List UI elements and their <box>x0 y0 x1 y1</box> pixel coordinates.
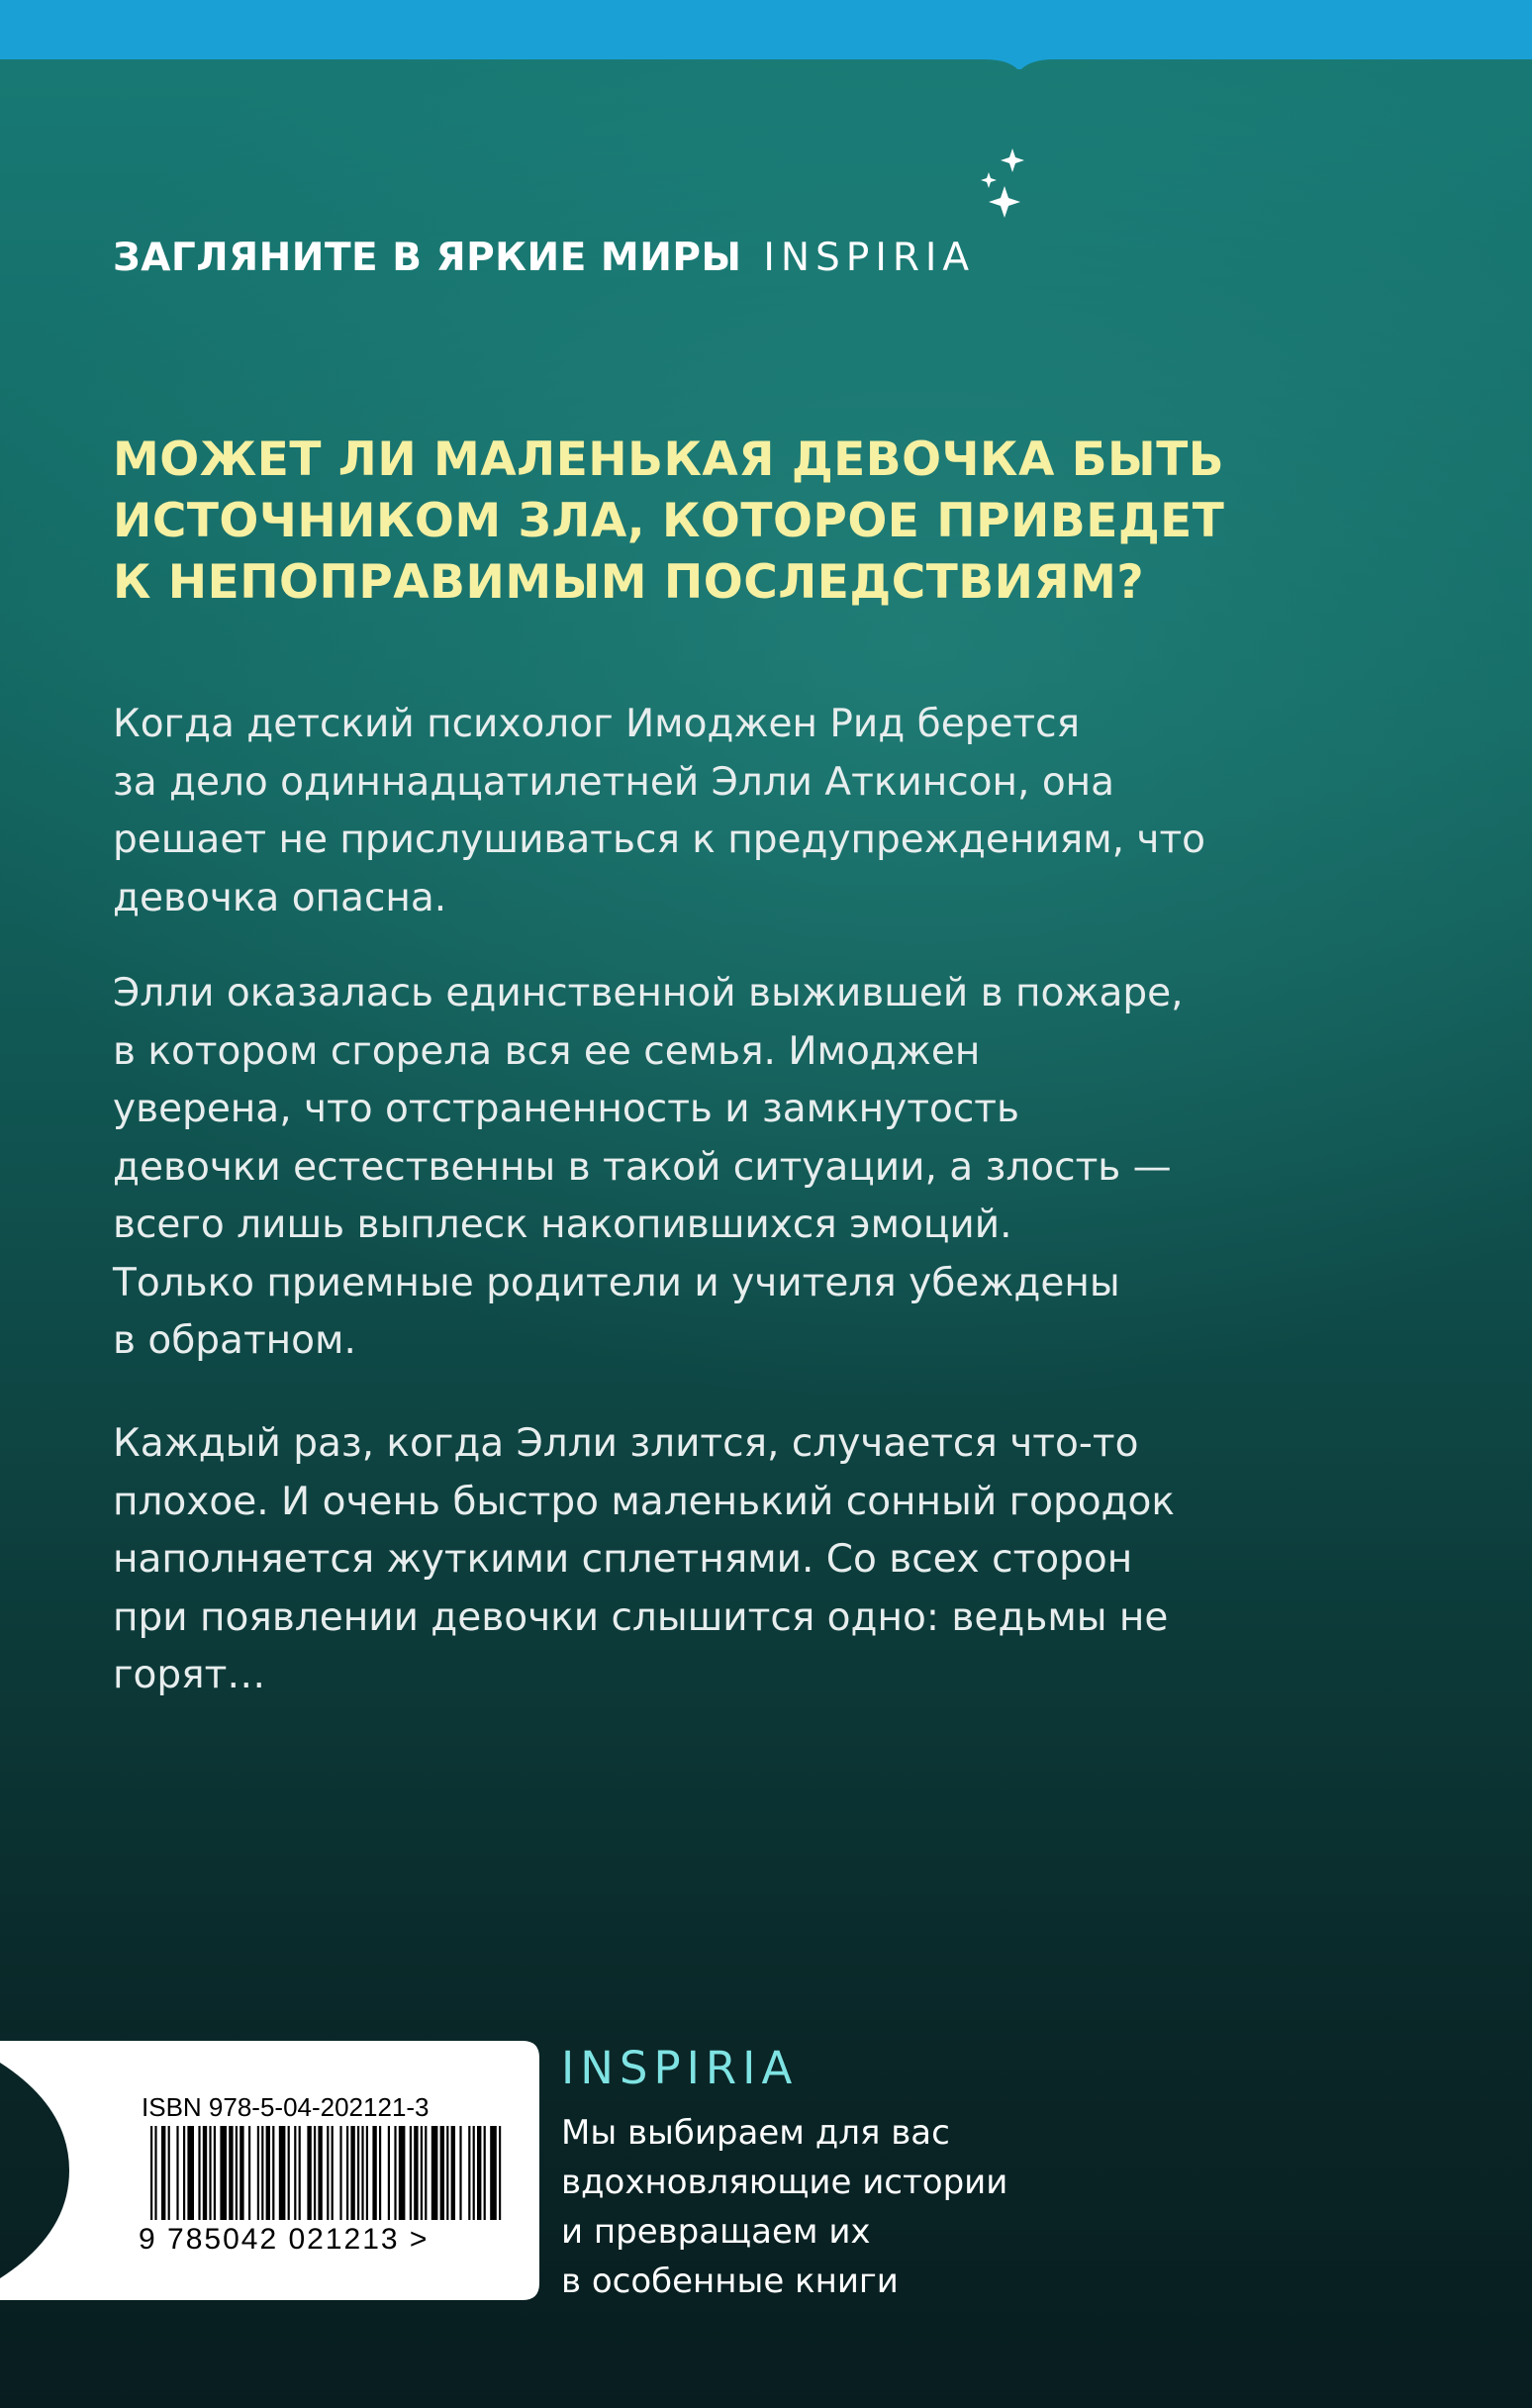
headline-line: К НЕПОПРАВИМЫМ ПОСЛЕДСТВИЯМ? <box>113 555 1145 610</box>
barcode-bar <box>372 2126 376 2220</box>
slogan-line: в особенные книги <box>561 2262 899 2301</box>
paragraph-line: Когда детский психолог Имоджен Рид берется <box>113 702 1081 746</box>
barcode-bar <box>168 2126 170 2220</box>
slogan-line: и превращаем их <box>561 2212 871 2252</box>
barcode-bar <box>499 2126 501 2220</box>
paragraph-line: девочка опасна. <box>113 875 447 920</box>
barcode-bar <box>379 2126 381 2220</box>
barcode-bar <box>490 2126 497 2220</box>
barcode-bar <box>248 2126 250 2220</box>
barcode-bar <box>261 2126 263 2220</box>
paragraph-line: всего лишь выплеск накопившихся эмоций. <box>113 1203 1012 1247</box>
barcode-bar <box>440 2126 444 2220</box>
barcode-bar <box>150 2126 152 2220</box>
barcode-bar <box>388 2126 390 2220</box>
barcode-bar <box>410 2126 412 2220</box>
tagline-text: ЗАГЛЯНИТЕ В ЯРКИЕ МИРЫ <box>113 236 742 280</box>
synopsis-paragraph-3 <box>113 1415 1399 1705</box>
headline-line: МОЖЕТ ЛИ МАЛЕНЬКАЯ ДЕВОЧКА БЫТЬ <box>113 433 1225 487</box>
barcode-bar <box>414 2126 418 2220</box>
isbn-label: ISBN 978-5-04-202121-3 <box>142 2092 430 2122</box>
paragraph-line: Элли оказалась единственной выжившей в пожаре, <box>113 971 1184 1015</box>
barcode-bar <box>399 2126 406 2220</box>
barcode-bar <box>266 2126 270 2220</box>
paragraph-line: в котором сгорела вся ее семья. Имоджен <box>113 1028 981 1074</box>
barcode-bar <box>294 2126 296 2220</box>
barcode-bar <box>154 2126 156 2220</box>
paragraph-line: за дело одиннадцатилетней Элли Аткинсон, она <box>113 759 1115 805</box>
paragraph-line: в обратном. <box>113 1318 356 1363</box>
headline-line: ИСТОЧНИКОМ ЗЛА, КОТОРОЕ ПРИВЕДЕТ <box>113 494 1225 548</box>
barcode-bar <box>451 2126 455 2220</box>
barcode-bar <box>279 2126 286 2220</box>
slogan-line: Мы выбираем для вас <box>561 2113 950 2153</box>
barcode-bar <box>257 2126 259 2220</box>
paragraph-line: наполняется жуткими сплетнями. Со всех сторон <box>113 1537 1133 1582</box>
barcode-bar <box>299 2126 301 2220</box>
paragraph-line: горят… <box>113 1653 266 1697</box>
sparkles-icon <box>975 148 1034 223</box>
tagline-brand: INSPIRIA <box>763 236 976 280</box>
barcode-bar <box>327 2126 329 2220</box>
paragraph-line: Каждый раз, когда Элли злится, случается что-то <box>113 1421 1139 1466</box>
barcode-bar <box>366 2126 368 2220</box>
paragraph-line: при появлении девочки слышится одно: ведьмы не <box>113 1594 1169 1640</box>
barcode-bar <box>332 2126 334 2220</box>
barcode-bar <box>187 2126 194 2220</box>
barcode-bar <box>209 2126 211 2220</box>
paragraph-line: девочки естественны в такой ситуации, а злость — <box>113 1144 1172 1190</box>
publisher-brand: INSPIRIA <box>561 2042 799 2094</box>
barcode-bar <box>473 2126 475 2220</box>
publisher-slogan <box>561 2108 1007 2306</box>
barcode-digits: 9 785042 021213 > <box>139 2223 430 2256</box>
paragraph-line: решает не прислушиваться к предупреждениям, что <box>113 818 1206 862</box>
synopsis-paragraph-1 <box>113 696 1399 927</box>
barcode-bar <box>431 2126 438 2220</box>
barcode-bar <box>361 2126 363 2220</box>
slogan-line: вдохновляющие истории <box>561 2163 1008 2202</box>
barcode-bar <box>446 2126 448 2220</box>
barcode-bar <box>183 2126 185 2220</box>
paragraph-line: уверена, что отстраненность и замкнутость <box>113 1087 1019 1131</box>
top-color-band <box>0 0 1532 69</box>
barcode-bar <box>214 2126 216 2220</box>
barcode-bar <box>425 2126 427 2220</box>
barcode-bar <box>339 2126 341 2220</box>
barcode-bar <box>229 2126 233 2220</box>
barcode-bar <box>318 2126 322 2220</box>
barcode-bar <box>236 2126 238 2220</box>
barcode-bar <box>357 2126 359 2220</box>
barcode-bar <box>272 2126 274 2220</box>
barcode-bar <box>346 2126 348 2220</box>
barcode-bars <box>150 2126 507 2220</box>
barcode-bar <box>394 2126 396 2220</box>
barcode-bar <box>307 2126 311 2220</box>
headline <box>113 430 1350 614</box>
barcode-bar <box>239 2126 243 2220</box>
barcode-bar <box>477 2126 481 2220</box>
barcode-bar <box>459 2126 461 2220</box>
barcode-bar <box>220 2126 227 2220</box>
barcode-bar <box>288 2126 290 2220</box>
synopsis-paragraph-2 <box>113 965 1399 1371</box>
barcode-bar <box>203 2126 207 2220</box>
barcode-bar <box>421 2126 423 2220</box>
series-tagline <box>113 236 975 295</box>
barcode-bar <box>468 2126 470 2220</box>
barcode-bar <box>176 2126 178 2220</box>
barcode-bar <box>314 2126 316 2220</box>
barcode-bar <box>161 2126 165 2220</box>
paragraph-line: плохое. И очень быстро маленький сонный городок <box>113 1479 1175 1524</box>
paragraph-line: Только приемные родители и учителя убеждены <box>113 1260 1120 1305</box>
barcode-bar <box>198 2126 200 2220</box>
barcode-bar <box>484 2126 486 2220</box>
barcode-bar <box>350 2126 354 2220</box>
